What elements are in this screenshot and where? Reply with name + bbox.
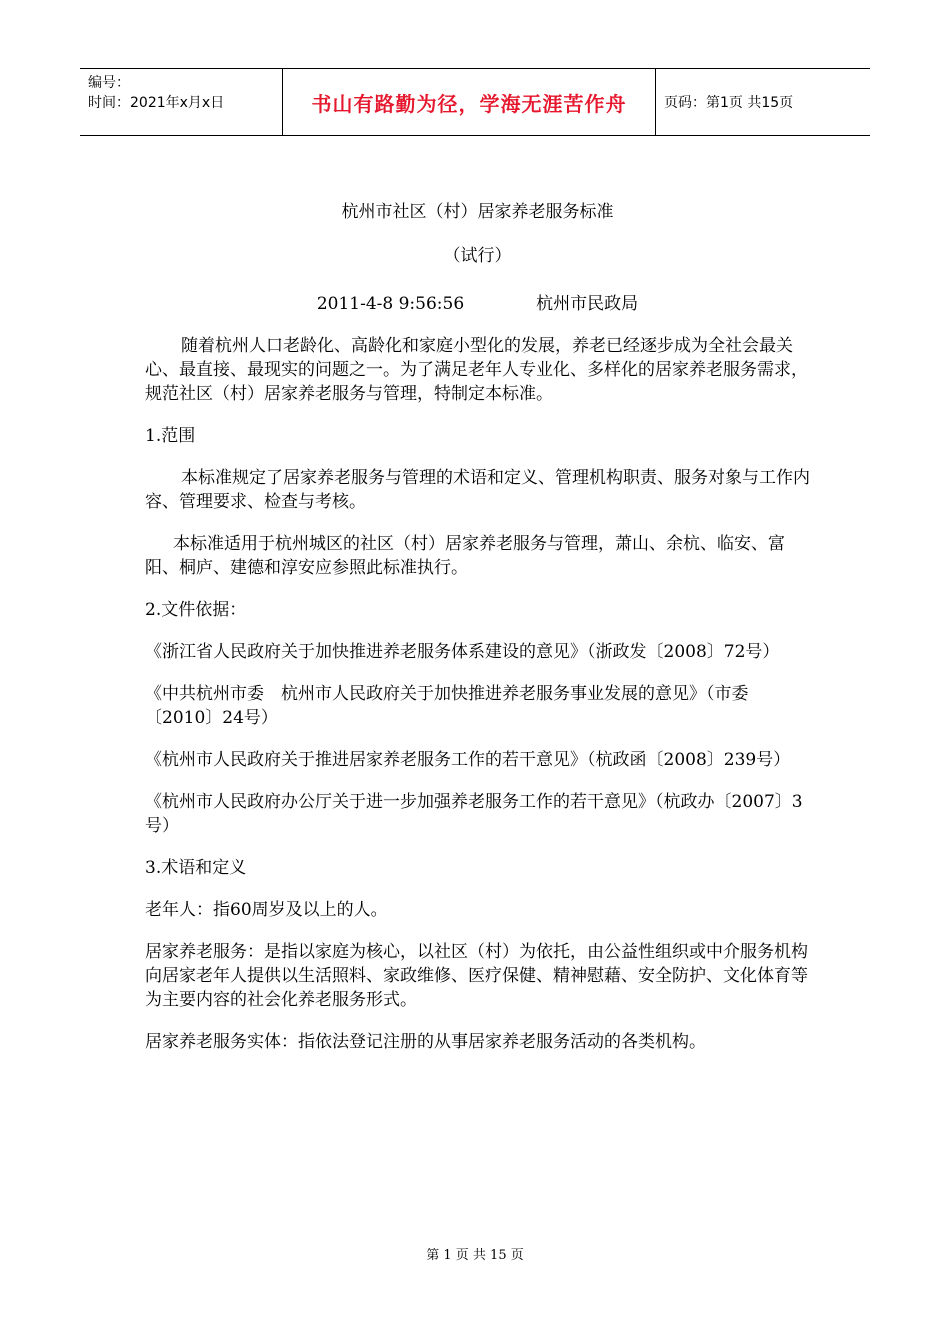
header-number-label: 编号： — [88, 75, 130, 91]
reference-item: 《浙江省人民政府关于加快推进养老服务体系建设的意见》（浙政发〔2008〕72号） — [145, 642, 780, 662]
document-title: 杭州市社区（村）居家养老服务标准 — [341, 202, 614, 222]
scope-paragraph-2: 本标准适用于杭州城区的社区（村）居家养老服务与管理，萧山、余杭、临安、富阳、桐庐、建德和淳安应参照此标准执行。 — [145, 534, 785, 578]
section-2-heading: 2.文件依据： — [145, 600, 247, 620]
document-body — [145, 200, 810, 1072]
reference-item: 《杭州市人民政府关于推进居家养老服务工作的若干意见》（杭政函〔2008〕239号） — [145, 750, 791, 770]
scope-paragraph-1: 本标准规定了居家养老服务与管理的术语和定义、管理机构职责、服务对象与工作内容、管理要求、检查与考核。 — [145, 468, 810, 512]
reference-item: 《中共杭州市委 杭州市人民政府关于加快推进养老服务事业发展的意见》（市委〔2010〕24号） — [145, 684, 749, 728]
header-time-label: 时间：2021年x月x日 — [88, 95, 225, 111]
document-header — [80, 68, 870, 136]
header-motto: 书山有路勤为径，学海无涯苦作舟 — [282, 69, 656, 135]
section-1-heading: 1.范围 — [145, 426, 196, 446]
section-3-heading: 3.术语和定义 — [145, 858, 247, 878]
definition-care-entity: 居家养老服务实体：指依法登记注册的从事居家养老服务活动的各类机构。 — [145, 1032, 706, 1052]
document-meta — [145, 292, 810, 316]
definition-home-care: 居家养老服务：是指以家庭为核心，以社区（村）为依托，由公益性组织或中介服务机构向居家老年人提供以生活照料、家政维修、医疗保健、精神慰藉、安全防护、文化体育等为主要内容的社会化养老服务形式。 — [145, 942, 808, 1010]
definition-elderly: 老年人：指60周岁及以上的人。 — [145, 900, 388, 920]
reference-item: 《杭州市人民政府办公厅关于进一步加强养老服务工作的若干意见》（杭政办〔2007〕3号） — [145, 792, 803, 836]
document-subtitle: （试行） — [443, 246, 512, 266]
publish-date: 2011-4-8 9:56:56 — [316, 294, 465, 314]
intro-paragraph: 随着杭州人口老龄化、高龄化和家庭小型化的发展，养老已经逐步成为全社会最关心、最直接、最现实的问题之一。为了满足老年人专业化、多样化的居家养老服务需求，规范社区（村）居家养老服务与管理，特制定本标准。 — [145, 336, 808, 404]
header-page-info: 页码：第1页 共15页 — [664, 95, 794, 111]
page-footer: 第 1 页 共 15 页 — [426, 1248, 524, 1263]
header-left-cell — [80, 69, 282, 135]
issuer: 杭州市民政局 — [536, 294, 639, 314]
